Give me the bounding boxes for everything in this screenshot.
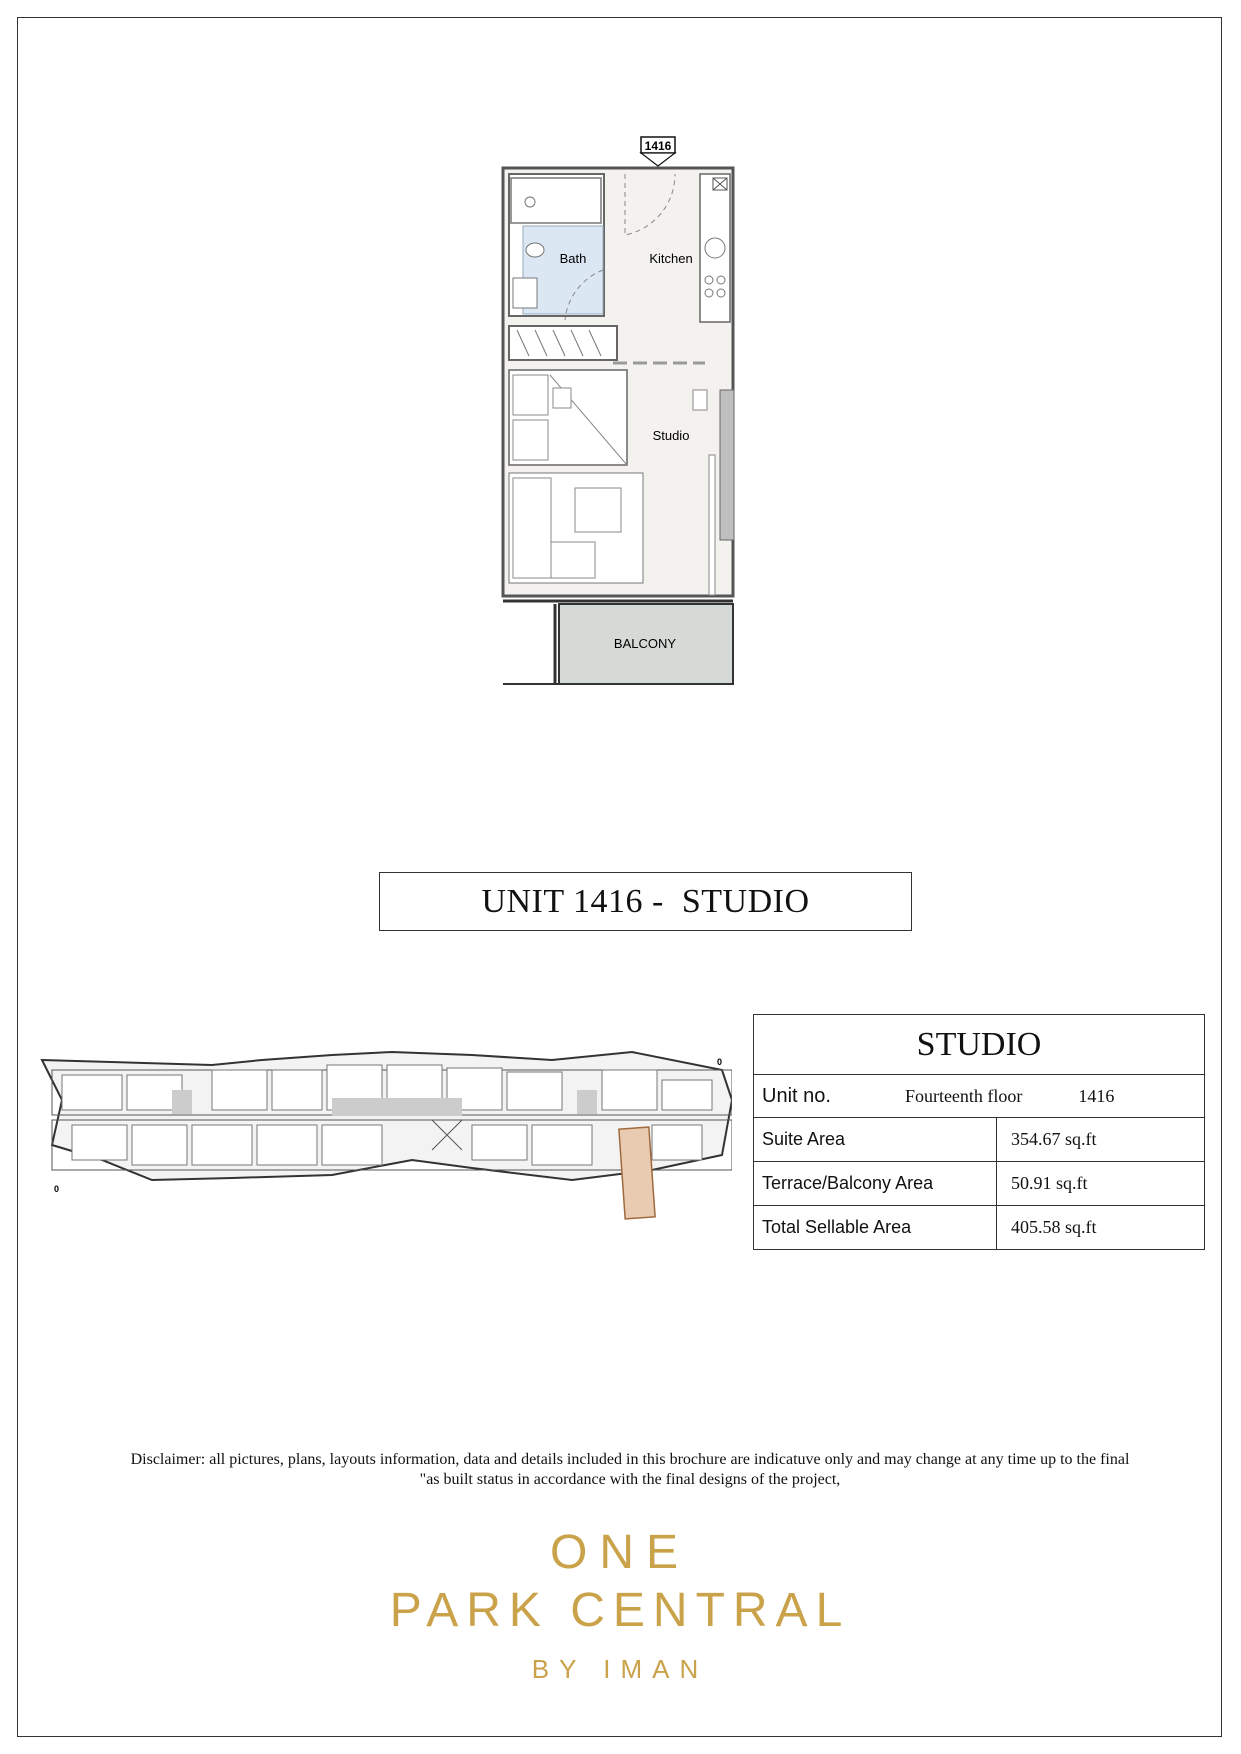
highlighted-unit <box>619 1127 655 1219</box>
room-label-balcony: BALCONY <box>613 636 677 651</box>
table-row <box>754 1206 1205 1250</box>
table-heading: STUDIO <box>754 1015 1205 1075</box>
disclaimer <box>60 1450 1200 1490</box>
floor-value: Fourteenth floor <box>904 1085 1023 1106</box>
balcony-area-label: Terrace/Balcony Area <box>754 1162 997 1206</box>
disclaimer-line-1: Disclaimer: all pictures, plans, layouts information, data and details included in this brochure are indicatuve only and may change at any time up to the final <box>130 1451 1130 1468</box>
unit-title: UNIT 1416 - STUDIO <box>379 872 912 931</box>
total-area-value: 405.58 sq.ft <box>997 1206 1205 1250</box>
table-row <box>754 1118 1205 1162</box>
suite-area-value: 354.67 sq.ft <box>997 1118 1205 1162</box>
unit-no-label: Unit no. <box>762 1084 831 1107</box>
logo-line-3: BY IMAN <box>531 1654 709 1684</box>
key-plan <box>32 1040 732 1230</box>
keyplan-marker-right: 0 <box>717 1057 723 1067</box>
disclaimer-line-2: "as built status in accordance with the final designs of the project, <box>419 1471 841 1488</box>
table-row <box>754 1162 1205 1206</box>
unit-no-row <box>754 1075 1205 1118</box>
brand-logo <box>320 1525 920 1689</box>
unit-tag-label: 1416 <box>644 139 672 153</box>
room-label-bath: Bath <box>559 251 587 266</box>
logo-line-2: PARK CENTRAL <box>389 1584 851 1637</box>
balcony-area-value: 50.91 sq.ft <box>997 1162 1205 1206</box>
unit-info-table <box>753 1014 1205 1250</box>
room-label-kitchen: Kitchen <box>649 251 693 266</box>
unit-tag <box>641 137 675 166</box>
total-area-label: Total Sellable Area <box>754 1206 997 1250</box>
room-label-studio: Studio <box>652 428 690 443</box>
keyplan-marker-left: 0 <box>54 1184 60 1194</box>
unit-no-value: 1416 <box>1078 1085 1115 1106</box>
suite-area-label: Suite Area <box>754 1118 997 1162</box>
unit-floor-plan <box>495 130 755 760</box>
logo-line-1: ONE <box>549 1526 690 1579</box>
